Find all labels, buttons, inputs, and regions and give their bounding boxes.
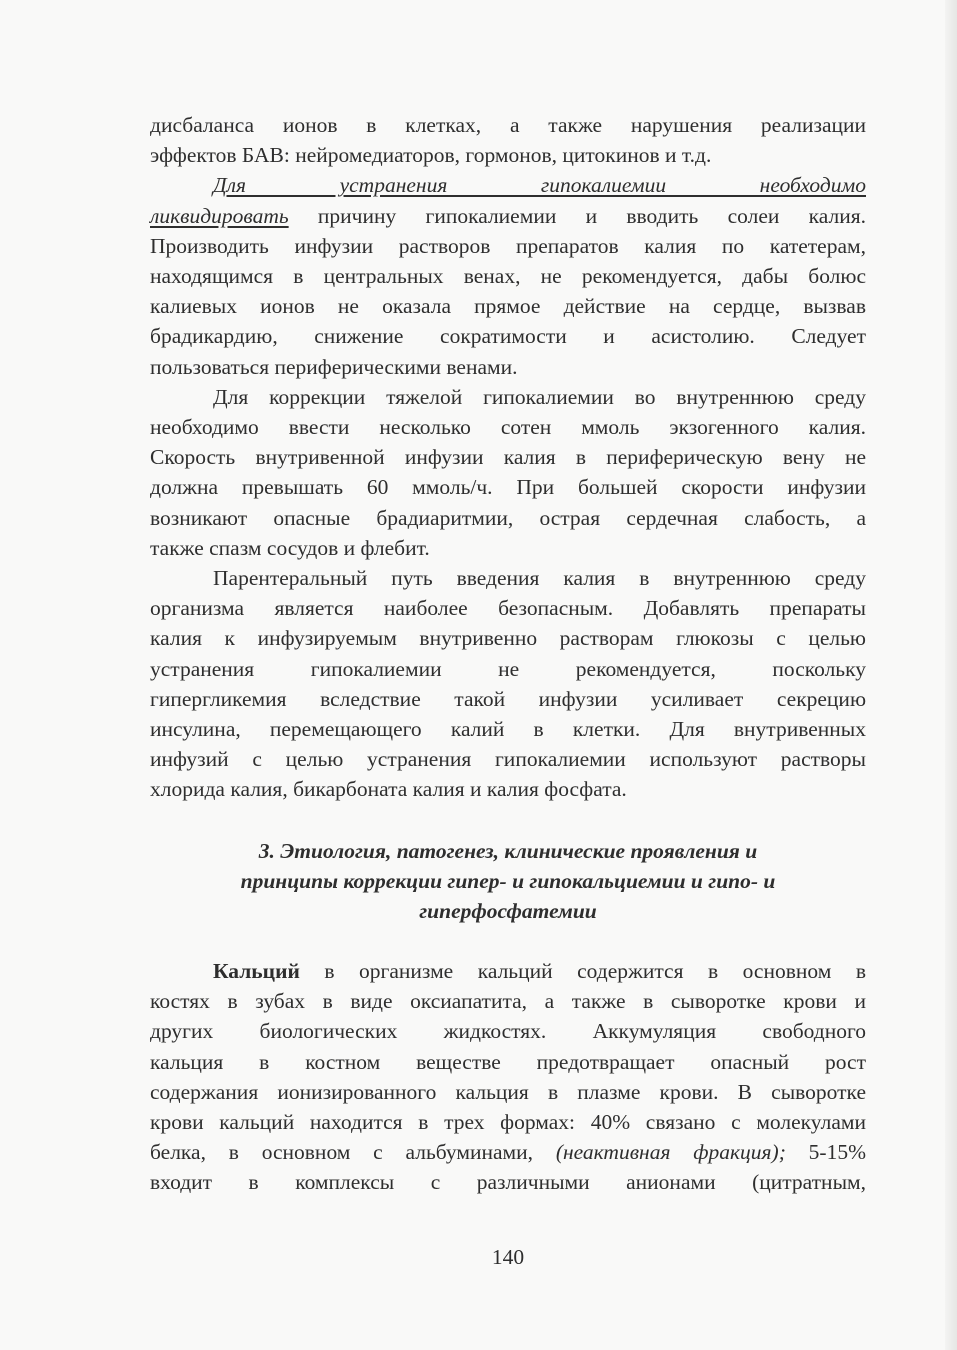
text-line: инсулина, перемещающего калий в клетки. Для внутривенных <box>150 717 866 742</box>
text-line: кальция в костном веществе предотвращает опасный рост <box>150 1049 866 1074</box>
text-line: организма является наиболее безопасным. Добавлять препараты <box>150 596 866 621</box>
text-line: гипергликемия вследствие такой инфузии усиливает секрецию <box>150 686 866 711</box>
text-line: устранения гипокалиемии не рекомендуется, поскольку <box>150 656 866 681</box>
heading-line: гиперфосфатемии <box>419 899 597 924</box>
text-line: Производить инфузии растворов препаратов калия по катетерам, <box>150 233 866 258</box>
text-line <box>150 170 866 200</box>
text-line: также спазм сосудов и флебит. <box>150 535 430 560</box>
text-line: инфузий с целью устранения гипокалиемии используют растворы <box>150 747 866 772</box>
text-line: калиевых ионов не оказала прямое действие на сердце, вызвав <box>150 294 866 319</box>
paragraph-continuation <box>150 110 866 170</box>
text-fragment: белка, в основном с альбуминами, <box>150 1140 556 1165</box>
text-line: калия к инфузируемым внутривенно растворам глюкозы с целью <box>150 626 866 651</box>
text-line: Для коррекции тяжелой гипокалиемии во внутреннюю среду <box>213 384 866 409</box>
text-fragment: причину гипокалиемии и вводить солеи калия. <box>288 203 866 228</box>
paragraph-calcium <box>150 956 866 1198</box>
page-edge-shadow <box>945 0 957 1350</box>
text-line: находящимся в центральных венах, не рекомендуется, дабы болюс <box>150 264 866 289</box>
text-line: других биологических жидкостях. Аккумуляция свободного <box>150 1019 866 1044</box>
heading-line: 3. Этиология, патогенез, клинические проявления и <box>258 839 758 863</box>
text-line: содержания ионизированного кальция в плазме крови. В сыворотке <box>150 1079 866 1104</box>
text-line: входит в комплексы с различными анионами (цитратным, <box>150 1170 866 1195</box>
text-line: дисбаланса ионов в клетках, а также нарушения реализации <box>150 113 866 137</box>
text-line <box>150 956 866 986</box>
text-line: должна превышать 60 ммоль/ч. При большей скорости инфузии <box>150 475 866 500</box>
text-line: пользоваться периферическими венами. <box>150 354 518 379</box>
text-line <box>150 1137 866 1167</box>
text-line: эффектов БАВ: нейромедиаторов, гормонов, цитокинов и т.д. <box>150 143 712 168</box>
body-text-bottom <box>150 956 866 1198</box>
bold-term: Кальций <box>213 959 300 983</box>
emphasis-underlined: ликвидировать <box>150 203 289 228</box>
page-number: 140 <box>491 1245 525 1269</box>
text-line: крови кальций находится в трех формах: 40% связано с молекулами <box>150 1110 866 1135</box>
paragraph-parenteral-route <box>150 563 866 805</box>
body-text-top <box>150 110 866 805</box>
text-fragment: в организме кальций содержится в основном в <box>299 959 866 983</box>
paragraph-hypokalemia-treatment <box>150 170 866 381</box>
text-line: брадикардию, снижение сократимости и асистолию. Следует <box>150 324 866 349</box>
text-fragment: 5-15% <box>785 1140 866 1165</box>
text-line: Парентеральный путь введения калия в внутреннюю среду <box>213 566 866 591</box>
emphasis-italic: (неактивная фракция); <box>555 1140 786 1165</box>
text-line: хлорида калия, бикарбоната калия и калия фосфата. <box>150 777 627 802</box>
text-line: необходимо ввести несколько сотен ммоль экзогенного калия. <box>150 415 866 440</box>
paragraph-severe-hypokalemia <box>150 382 866 563</box>
section-heading <box>150 836 866 927</box>
text-line: костях в зубах в виде оксиапатита, а также в сыворотке крови и <box>150 989 866 1014</box>
text-line: Скорость внутривенной инфузии калия в периферическую вену не <box>150 445 866 470</box>
text-line: возникают опасные брадиаритмии, острая сердечная слабость, а <box>150 505 866 530</box>
heading-line: принципы коррекции гипер- и гипокальциемии и гипо- и <box>240 869 776 894</box>
text-line <box>150 201 866 231</box>
emphasis-underlined: Для устранения гипокалиемии необходимо <box>213 173 866 198</box>
